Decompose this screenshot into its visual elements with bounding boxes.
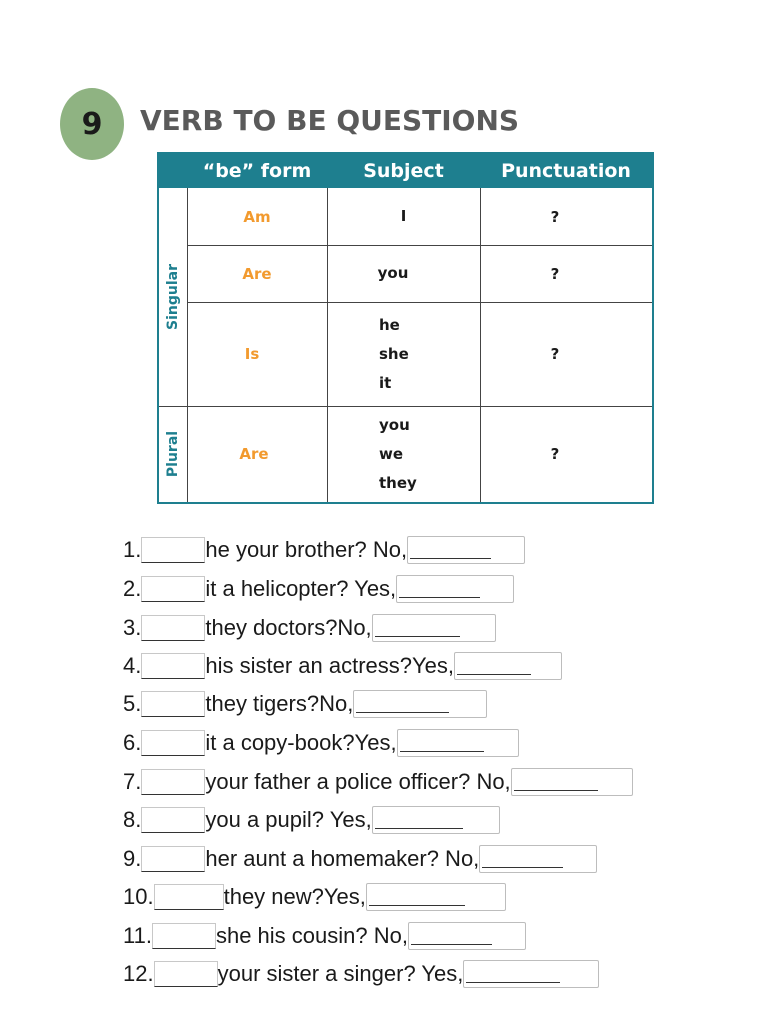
question-number: 12. (123, 961, 154, 986)
verb-blank-input[interactable] (141, 769, 205, 795)
header-punctuation: Punctuation (501, 160, 631, 182)
question-number: 5. (123, 691, 142, 716)
exercise-number: 9 (81, 106, 103, 142)
question-text: it a copy-book?Yes, (205, 730, 397, 755)
list-item (123, 958, 599, 990)
verb-blank-input[interactable] (152, 923, 216, 949)
list-item (123, 843, 597, 875)
question-text: they doctors?No, (205, 615, 372, 640)
verb-blank-input[interactable] (141, 846, 205, 872)
answer-input[interactable] (479, 845, 597, 873)
answer-input[interactable] (408, 922, 526, 950)
table-row-subject: you we they (379, 415, 417, 492)
table-row-form: Am (243, 207, 271, 226)
question-number: 1. (123, 537, 142, 562)
verb-blank-input[interactable] (154, 961, 218, 987)
question-text: your sister a singer? Yes, (217, 961, 464, 986)
singular-label: Singular (165, 264, 181, 330)
verb-blank-input[interactable] (141, 653, 205, 679)
question-number: 11. (123, 923, 152, 948)
list-item (123, 534, 525, 566)
question-number: 8. (123, 807, 142, 832)
table-row-punctuation: ? (550, 207, 560, 226)
list-item (123, 804, 500, 836)
question-text: your father a police officer? No, (205, 769, 511, 794)
header-subject: Subject (363, 160, 444, 182)
header-be-form: “be” form (202, 160, 312, 182)
answer-input[interactable] (396, 575, 514, 603)
answer-input[interactable] (353, 690, 487, 718)
table-row-punctuation: ? (550, 345, 560, 363)
question-text: they new?Yes, (223, 884, 366, 909)
plural-group (159, 406, 187, 502)
exercise-number-badge (60, 88, 124, 160)
list-item (123, 881, 506, 913)
list-item (123, 727, 519, 759)
list-item (123, 920, 526, 952)
verb-blank-input[interactable] (141, 615, 205, 641)
question-text: her aunt a homemaker? No, (205, 846, 480, 871)
page-title: VERB TO BE QUESTIONS (140, 104, 520, 137)
table-row-punctuation: ? (550, 445, 560, 463)
table-row-form: Are (242, 264, 272, 283)
answer-input[interactable] (454, 652, 562, 680)
verb-blank-input[interactable] (154, 884, 224, 910)
answer-input[interactable] (372, 614, 496, 642)
answer-input[interactable] (463, 960, 599, 988)
question-text: his sister an actress?Yes, (205, 653, 454, 678)
singular-group (159, 188, 187, 406)
verb-blank-input[interactable] (141, 576, 205, 602)
question-number: 9. (123, 846, 142, 871)
table-row-subject: I (400, 207, 407, 225)
plural-label: Plural (165, 430, 181, 478)
list-item (123, 688, 487, 720)
question-text: she his cousin? No, (215, 923, 408, 948)
answer-input[interactable] (407, 536, 525, 564)
answer-input[interactable] (372, 806, 500, 834)
list-item (123, 612, 496, 644)
list-item (123, 650, 562, 682)
list-item (123, 766, 633, 798)
question-number: 2. (123, 576, 142, 601)
list-item (123, 573, 514, 605)
table-row-form: Are (239, 445, 269, 463)
question-number: 7. (123, 769, 142, 794)
verb-blank-input[interactable] (141, 537, 205, 563)
question-number: 3. (123, 615, 142, 640)
answer-input[interactable] (511, 768, 633, 796)
question-number: 6. (123, 730, 142, 755)
be-form-table (157, 152, 654, 504)
question-text: he your brother? No, (205, 537, 408, 562)
table-row-punctuation: ? (550, 264, 560, 283)
question-number: 4. (123, 653, 142, 678)
question-text: it a helicopter? Yes, (205, 576, 397, 601)
verb-blank-input[interactable] (141, 730, 205, 756)
question-text: they tigers?No, (205, 691, 354, 716)
question-text: you a pupil? Yes, (205, 807, 372, 832)
table-header (159, 154, 652, 188)
verb-blank-input[interactable] (141, 691, 205, 717)
table-row-form: Is (244, 345, 260, 363)
question-number: 10. (123, 884, 154, 909)
verb-blank-input[interactable] (141, 807, 205, 833)
answer-input[interactable] (366, 883, 506, 911)
answer-input[interactable] (397, 729, 519, 757)
table-row-subject: you (377, 264, 409, 282)
table-row-subject: he she it (379, 315, 409, 392)
